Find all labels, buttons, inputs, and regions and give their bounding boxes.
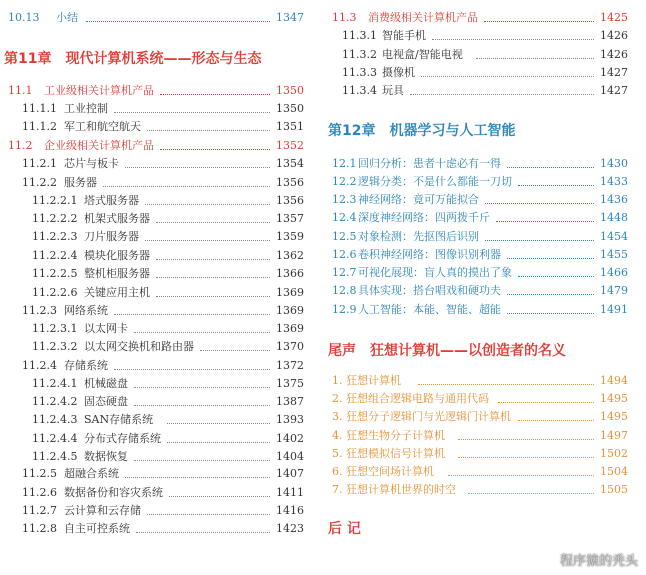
toc-entry[interactable] — [4, 502, 304, 520]
leader-dots — [485, 240, 594, 241]
toc-entry[interactable] — [4, 484, 304, 502]
section-number: 11.3 — [332, 11, 357, 24]
section-title: 塔式服务器 — [84, 194, 139, 207]
page-number: 1404 — [276, 450, 304, 463]
section-number: 12.4 — [332, 211, 357, 224]
section-title: 1. 狂想计算机 — [332, 374, 401, 387]
toc-entry[interactable] — [328, 191, 628, 209]
page-number: 1350 — [276, 84, 304, 97]
section-title: 工业级相关计算机产品 — [44, 84, 154, 97]
section-number: 11.2.3 — [22, 304, 57, 317]
toc-entry[interactable] — [328, 209, 628, 227]
toc-entry[interactable] — [328, 246, 628, 264]
leader-dots — [156, 259, 270, 260]
page-number: 1354 — [276, 157, 304, 170]
section-title: 人工智能：本能、智能、超能 — [358, 303, 501, 316]
toc-entry[interactable] — [4, 448, 304, 466]
section-title: SAN存储系统 — [84, 413, 154, 426]
leader-dots — [160, 149, 270, 150]
toc-entry[interactable] — [328, 372, 628, 390]
section-number: 10.13 — [8, 11, 40, 24]
section-title: 芯片与板卡 — [64, 157, 119, 170]
leader-dots — [114, 369, 270, 370]
section-number: 12.7 — [332, 266, 357, 279]
section-title: 自主可控系统 — [64, 522, 130, 535]
page-number: 1356 — [276, 176, 304, 189]
page-number: 1369 — [276, 322, 304, 335]
section-title: 卷积神经网络：图像识别利器 — [358, 248, 501, 261]
page-number: 1479 — [600, 284, 628, 297]
section-number: 12.2 — [332, 175, 357, 188]
leader-dots — [156, 277, 270, 278]
leader-dots — [476, 58, 594, 59]
page-number: 1362 — [276, 249, 304, 262]
watermark: 程序猿的秃头 — [559, 554, 638, 569]
leader-dots — [134, 405, 270, 406]
section-title: 整机柜服务器 — [84, 267, 150, 280]
section-number: 11.2.4.5 — [32, 450, 78, 463]
section-number: 12.3 — [332, 193, 357, 206]
section-title: 机械磁盘 — [84, 377, 128, 390]
section-title: 企业级相关计算机产品 — [44, 139, 154, 152]
toc-entry[interactable] — [4, 302, 304, 320]
section-number: 11.2.4.3 — [32, 413, 78, 426]
page-number: 1454 — [600, 230, 628, 243]
page-number: 1357 — [276, 212, 304, 225]
page-number: 1347 — [276, 11, 304, 24]
section-number: 11.2.6 — [22, 486, 57, 499]
section-title: 分布式存储系统 — [84, 432, 161, 445]
leader-dots — [156, 296, 270, 297]
page-number: 1425 — [600, 11, 628, 24]
toc-entry[interactable] — [4, 284, 304, 302]
section-number: 11.2.7 — [22, 504, 57, 517]
leader-dots — [134, 460, 270, 461]
section-title: 数据恢复 — [84, 450, 128, 463]
leader-dots — [418, 384, 594, 385]
leader-dots — [410, 94, 594, 95]
toc-entry[interactable] — [328, 408, 628, 426]
toc-entry[interactable] — [328, 390, 628, 408]
section-number: 12.1 — [332, 157, 357, 170]
page-number: 1502 — [600, 447, 628, 460]
leader-dots — [125, 477, 270, 478]
section-title: 对象检测：先抠图后识别 — [358, 230, 479, 243]
section-title: 超融合系统 — [64, 467, 119, 480]
section-number: 11.2.2.2 — [32, 212, 78, 225]
page-number: 1495 — [600, 392, 628, 405]
section-number: 11.1 — [8, 84, 33, 97]
leader-dots — [458, 457, 594, 458]
section-title: 具体实现：搭台唱戏和硬功夫 — [358, 284, 501, 297]
afterword-heading: 后 记 — [328, 521, 361, 537]
section-number: 11.2.3.1 — [32, 322, 78, 335]
page-number: 1369 — [276, 286, 304, 299]
leader-dots — [518, 420, 594, 421]
leader-dots — [518, 276, 594, 277]
leader-dots — [156, 222, 270, 223]
toc-entry[interactable] — [328, 64, 628, 82]
leader-dots — [125, 167, 270, 168]
page-number: 1433 — [600, 175, 628, 188]
leader-dots — [484, 21, 594, 22]
section-number: 11.2.4.4 — [32, 432, 78, 445]
section-number: 11.2.3.2 — [32, 340, 78, 353]
toc-entry[interactable] — [4, 247, 304, 265]
section-number: 12.6 — [332, 248, 357, 261]
section-number: 11.2.1 — [22, 157, 57, 170]
leader-dots — [518, 185, 594, 186]
toc-entry[interactable] — [4, 155, 304, 173]
section-title: 固态硬盘 — [84, 395, 128, 408]
page-number: 1466 — [600, 266, 628, 279]
leader-dots — [421, 76, 594, 77]
leader-dots — [507, 258, 594, 259]
section-number: 11.2.8 — [22, 522, 57, 535]
section-title: 摄像机 — [382, 66, 415, 79]
epilogue-heading: 尾声 狂想计算机——以创造者的名义 — [328, 343, 566, 359]
leader-dots — [103, 186, 270, 187]
section-title: 小结 — [56, 11, 78, 24]
section-title: 工业控制 — [64, 102, 108, 115]
section-number: 12.5 — [332, 230, 357, 243]
page-number: 1427 — [600, 84, 628, 97]
toc-entry[interactable] — [328, 27, 628, 45]
section-number: 11.1.1 — [22, 102, 57, 115]
section-title: 模块化服务器 — [84, 249, 150, 262]
toc-entry[interactable] — [4, 375, 304, 393]
section-title: 存储系统 — [64, 359, 108, 372]
toc-entry[interactable] — [4, 100, 304, 118]
section-number: 11.2.2.1 — [32, 194, 78, 207]
leader-dots — [145, 240, 270, 241]
section-title: 刀片服务器 — [84, 230, 139, 243]
section-title: 7. 狂想计算机世界的时空 — [332, 483, 456, 496]
page-number: 1455 — [600, 248, 628, 261]
page-number: 1359 — [276, 230, 304, 243]
section-number: 11.2 — [8, 139, 33, 152]
page-number: 1491 — [600, 303, 628, 316]
section-title: 机架式服务器 — [84, 212, 150, 225]
section-title: 云计算和云存储 — [64, 504, 141, 517]
toc-entry[interactable] — [328, 282, 628, 300]
section-number: 11.2.2.4 — [32, 249, 78, 262]
toc-entry[interactable] — [4, 82, 304, 100]
page-number: 1370 — [276, 340, 304, 353]
leader-dots — [114, 112, 270, 113]
page-number: 1402 — [276, 432, 304, 445]
page-number: 1372 — [276, 359, 304, 372]
section-number: 11.2.2.5 — [32, 267, 78, 280]
page-number: 1426 — [600, 48, 628, 61]
leader-dots — [160, 94, 270, 95]
section-title: 可视化展现：盲人真的摸出了象 — [358, 266, 512, 279]
chapter-heading: 第12章 机器学习与人工智能 — [328, 123, 516, 139]
page-number: 1416 — [276, 504, 304, 517]
chapter-heading: 第11章 现代计算机系统——形态与生态 — [4, 51, 262, 67]
section-title: 回归分析：患者十虑必有一得 — [358, 157, 501, 170]
page-number: 1423 — [276, 522, 304, 535]
section-number: 11.2.2.3 — [32, 230, 78, 243]
toc-entry[interactable] — [328, 427, 628, 445]
leader-dots — [167, 442, 270, 443]
section-title: 深度神经网络：四两拨千斤 — [358, 211, 490, 224]
page-number: 1375 — [276, 377, 304, 390]
toc-entry[interactable] — [4, 9, 304, 27]
toc-entry[interactable] — [4, 265, 304, 283]
page-number: 1387 — [276, 395, 304, 408]
leader-dots — [147, 514, 270, 515]
toc-entry[interactable] — [4, 338, 304, 356]
page-number: 1448 — [600, 211, 628, 224]
toc-entry[interactable] — [4, 320, 304, 338]
section-number: 11.2.2 — [22, 176, 57, 189]
section-title: 服务器 — [64, 176, 97, 189]
toc-entry[interactable] — [4, 174, 304, 192]
leader-dots — [496, 221, 594, 222]
page-number: 1351 — [276, 120, 304, 133]
section-title: 关键应用主机 — [84, 286, 150, 299]
toc-entry[interactable] — [328, 301, 628, 319]
section-number: 11.3.3 — [342, 66, 377, 79]
section-number: 12.9 — [332, 303, 357, 316]
toc-entry[interactable] — [4, 192, 304, 210]
page-number: 1505 — [600, 483, 628, 496]
page-number: 1497 — [600, 429, 628, 442]
section-title: 逻辑分类：不是什么都能一刀切 — [358, 175, 512, 188]
leader-dots — [169, 496, 270, 497]
leader-dots — [114, 314, 270, 315]
section-title: 以太网交换机和路由器 — [84, 340, 194, 353]
toc-entry[interactable] — [328, 445, 628, 463]
toc-entry[interactable] — [328, 155, 628, 173]
section-number: 11.1.2 — [22, 120, 57, 133]
section-number: 11.2.4.1 — [32, 377, 78, 390]
page-number: 1436 — [600, 193, 628, 206]
page-number: 1366 — [276, 267, 304, 280]
leader-dots — [507, 294, 594, 295]
section-number: 11.2.2.6 — [32, 286, 78, 299]
section-title: 消费级相关计算机产品 — [368, 11, 478, 24]
section-title: 电视盒/智能电视 — [382, 48, 463, 61]
toc-entry[interactable] — [328, 463, 628, 481]
leader-dots — [145, 204, 270, 205]
section-title: 智能手机 — [382, 29, 426, 42]
section-number: 11.3.1 — [342, 29, 377, 42]
page-number: 1411 — [276, 486, 304, 499]
toc-entry[interactable] — [4, 411, 304, 429]
section-title: 神经网络：竟可万能拟合 — [358, 193, 479, 206]
section-number: 11.2.4 — [22, 359, 57, 372]
page-number: 1494 — [600, 374, 628, 387]
leader-dots — [448, 475, 594, 476]
leader-dots — [134, 387, 270, 388]
page-number: 1350 — [276, 102, 304, 115]
page-number: 1356 — [276, 194, 304, 207]
leader-dots — [136, 532, 270, 533]
toc-entry[interactable] — [4, 393, 304, 411]
toc-entry[interactable] — [4, 228, 304, 246]
leader-dots — [432, 39, 594, 40]
toc-entry[interactable] — [4, 430, 304, 448]
leader-dots — [507, 313, 594, 314]
section-title: 数据备份和容灾系统 — [64, 486, 163, 499]
section-title: 玩具 — [382, 84, 404, 97]
page-number: 1369 — [276, 304, 304, 317]
section-title: 军工和航空航天 — [64, 120, 141, 133]
leader-dots — [485, 203, 594, 204]
toc-entry[interactable] — [4, 137, 304, 155]
leader-dots — [507, 167, 594, 168]
section-title: 3. 狂想分子逻辑门与光逻辑门计算机 — [332, 410, 511, 423]
page-number: 1504 — [600, 465, 628, 478]
leader-dots — [200, 350, 270, 351]
section-title: 网络系统 — [64, 304, 108, 317]
section-title: 以太网卡 — [84, 322, 128, 335]
section-number: 11.3.4 — [342, 84, 377, 97]
page-number: 1495 — [600, 410, 628, 423]
toc-entry[interactable] — [4, 118, 304, 136]
toc-entry[interactable] — [4, 520, 304, 538]
toc-entry[interactable] — [328, 264, 628, 282]
leader-dots — [498, 402, 594, 403]
toc-entry[interactable] — [4, 357, 304, 375]
section-number: 11.2.4.2 — [32, 395, 78, 408]
toc-entry[interactable] — [328, 9, 628, 27]
toc-entry[interactable] — [328, 481, 628, 499]
leader-dots — [134, 332, 270, 333]
leader-dots — [458, 439, 594, 440]
toc-entry[interactable] — [4, 210, 304, 228]
toc-entry[interactable] — [328, 46, 628, 64]
page-number: 1407 — [276, 467, 304, 480]
page-number: 1352 — [276, 139, 304, 152]
toc-entry[interactable] — [4, 465, 304, 483]
leader-dots — [86, 21, 270, 22]
leader-dots — [468, 493, 594, 494]
leader-dots — [147, 130, 270, 131]
toc-entry[interactable] — [328, 82, 628, 100]
page-number: 1393 — [276, 413, 304, 426]
page-number: 1430 — [600, 157, 628, 170]
page-number: 1427 — [600, 66, 628, 79]
section-number: 11.3.2 — [342, 48, 377, 61]
page-number: 1426 — [600, 29, 628, 42]
toc-entry[interactable] — [328, 173, 628, 191]
section-title: 5. 狂想模拟信号计算机 — [332, 447, 445, 460]
section-number: 12.8 — [332, 284, 357, 297]
leader-dots — [167, 423, 270, 424]
section-title: 2. 狂想组合逻辑电路与通用代码 — [332, 392, 489, 405]
toc-entry[interactable] — [328, 228, 628, 246]
section-title: 4. 狂想生物分子计算机 — [332, 429, 445, 442]
section-title: 6. 狂想空间场计算机 — [332, 465, 434, 478]
section-number: 11.2.5 — [22, 467, 57, 480]
